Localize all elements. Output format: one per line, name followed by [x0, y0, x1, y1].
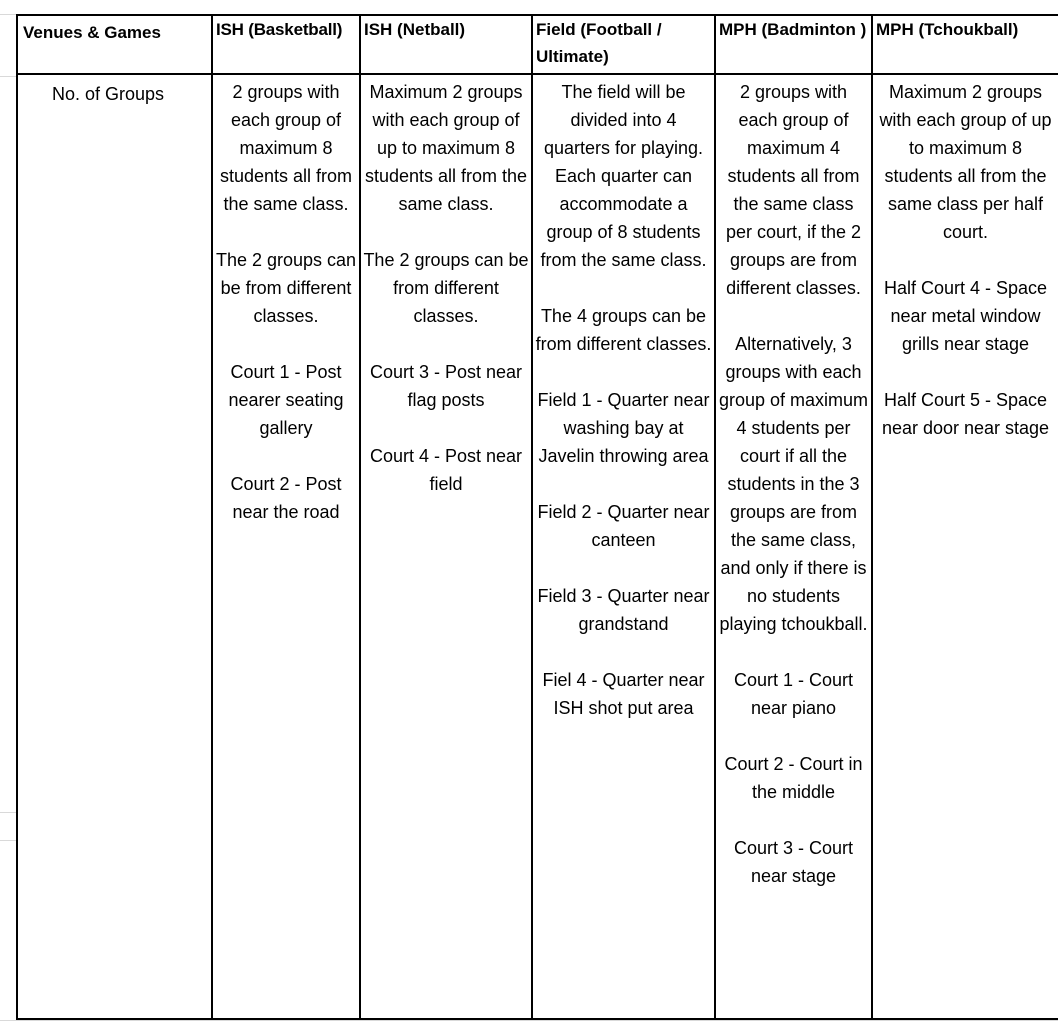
cell-paragraph: The 2 groups can be from different classes. — [215, 250, 357, 326]
cell-paragraph: The 2 groups can be from different classes. — [363, 250, 529, 326]
venues-games-table — [18, 16, 1058, 1018]
cell-paragraph: The field will be divided into 4 quarters for playing. Each quarter can accommodate a group of 8 students from the same class. — [540, 82, 707, 270]
header-cell-ish-netball[interactable]: ISH (Netball) — [360, 16, 532, 74]
cell-paragraph: Court 3 - Court near stage — [733, 838, 854, 886]
cell-paragraph: Half Court 4 - Space near metal window grills near stage — [883, 278, 1048, 354]
header-cell-field-football-ultimate[interactable]: Field (Football / Ultimate) — [532, 16, 715, 74]
sheet-gridline — [0, 1020, 1058, 1021]
cell-mph-badminton[interactable] — [715, 74, 872, 1018]
cell-paragraph: Court 2 - Court in the middle — [724, 754, 863, 802]
cell-paragraph: Field 1 - Quarter near washing bay at Javelin throwing area — [537, 390, 710, 466]
row-label-no-of-groups[interactable]: No. of Groups — [18, 74, 212, 1018]
cell-paragraph: Alternatively, 3 groups with each group of maximum 4 students per court if all the students in the 3 groups are from the same class, and only if there is no students playing tchoukball. — [718, 334, 869, 634]
table-row — [18, 74, 1058, 1018]
cell-ish-basketball[interactable] — [212, 74, 360, 1018]
cell-mph-tchoukball[interactable] — [872, 74, 1058, 1018]
spreadsheet-table-region — [16, 14, 1058, 1020]
cell-paragraph: 2 groups with each group of maximum 4 students all from the same class per court, if the 2 groups are from different classes. — [725, 82, 862, 298]
cell-field-football-ultimate[interactable] — [532, 74, 715, 1018]
header-row — [18, 16, 1058, 74]
cell-paragraph: Fiel 4 - Quarter near ISH shot put area — [542, 670, 705, 718]
cell-paragraph: Court 1 - Post nearer seating gallery — [228, 362, 344, 438]
cell-paragraph: Court 1 - Court near piano — [733, 670, 854, 718]
cell-paragraph: Maximum 2 groups with each group of up to maximum 8 students all from the same class per half court. — [879, 82, 1052, 242]
cell-paragraph: Court 3 - Post near flag posts — [369, 362, 523, 410]
header-cell-mph-tchoukball[interactable]: MPH (Tchoukball) — [872, 16, 1058, 74]
cell-paragraph: Court 4 - Post near field — [369, 446, 523, 494]
header-cell-ish-basketball[interactable]: ISH (Basketball) — [212, 16, 360, 74]
cell-paragraph: The 4 groups can be from different classes. — [535, 306, 712, 354]
cell-paragraph: Court 2 - Post near the road — [230, 474, 342, 522]
header-cell-mph-badminton[interactable]: MPH (Badminton ) — [715, 16, 872, 74]
cell-paragraph: Maximum 2 groups with each group of up to maximum 8 students all from the same class. — [364, 82, 528, 214]
cell-paragraph: Field 2 - Quarter near canteen — [537, 502, 710, 550]
cell-paragraph: 2 groups with each group of maximum 8 students all from the same class. — [219, 82, 353, 214]
header-cell-venues-games[interactable]: Venues & Games — [18, 16, 212, 74]
cell-paragraph: Field 3 - Quarter near grandstand — [537, 586, 710, 634]
cell-ish-netball[interactable] — [360, 74, 532, 1018]
cell-paragraph: Half Court 5 - Space near door near stage — [881, 390, 1050, 438]
